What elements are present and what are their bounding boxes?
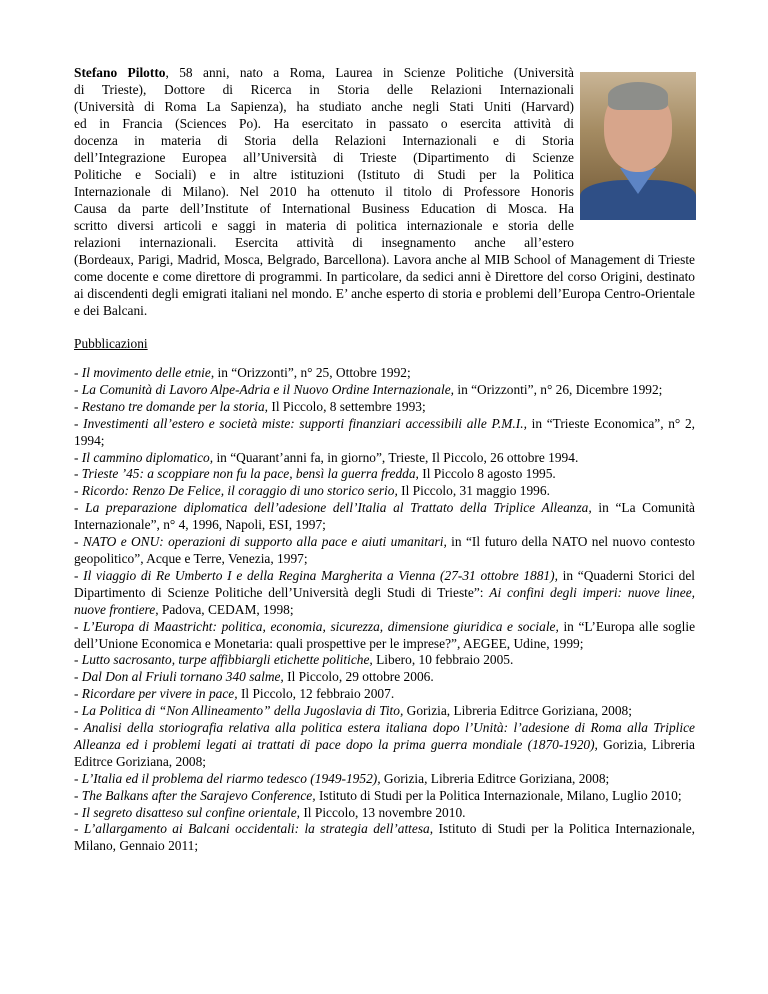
list-item: - Il cammino diplomatico, in “Quarant’anni fa, in giorno”, Trieste, Il Piccolo, 26 ottobre 1994. (74, 449, 579, 465)
list-item: - La Politica di “Non Allineamento” della Jugoslavia di Tito, Gorizia, Libreria Editrce Goriziana, 2008; (74, 703, 632, 719)
list-item: - Dal Don al Friuli tornano 340 salme, Il Piccolo, 29 ottobre 2006. (74, 669, 434, 685)
list-item: - Trieste ’45: a scoppiare non fu la pace, bensì la guerra fredda, Il Piccolo 8 agosto 1995. (74, 466, 556, 482)
list-item: - L’allargamento ai Balcani occidentali: la strategia dell’attesa, Istituto di Studi per la Politica Internazionale, Milano, Gennaio 2011; (74, 821, 695, 854)
list-item: - Il viaggio di Re Umberto I e della Regina Margherita a Vienna (27-31 ottobre 1881), in “Quaderni Storici del Dipartimento di Scienze Politiche dell’Università degli Studi di Trieste”: Ai confini degli imperi: nuove linee, nuove frontiere, Padova, CEDAM, 1998; (74, 567, 695, 617)
list-item: - La Comunità di Lavoro Alpe-Adria e il Nuovo Ordine Internazionale, in “Orizzonti”, n° 26, Dicembre 1992; (74, 381, 663, 397)
bio-line: di Trieste), Dottore di Ricerca in Storia delle Relazioni Internazionali (74, 82, 574, 97)
bio-rest: (Bordeaux, Parigi, Madrid, Mosca, Belgrado, Barcellona). Lavora anche al MIB School of Management di Trieste come docente e come direttore di programmi. In particolare, da sedici anni è Direttore del corso Origini, destinato ai discendenti degli emigrati italiani nel mondo. E’ anche esperto di storia e problemi dell’Europa Centro-Orientale e dei Balcani. (74, 252, 695, 318)
list-item: - Restano tre domande per la storia, Il Piccolo, 8 settembre 1993; (74, 398, 426, 414)
bio-line: Internazionale di Milano). Nel 2010 ha ottenuto il titolo di Professore Honoris (74, 184, 574, 199)
bio-line: scritto diversi articoli e saggi in materia di politica internazionale e storia delle (74, 218, 574, 233)
list-item: - Il movimento delle etnie, in “Orizzonti”, n° 25, Ottobre 1992; (74, 365, 411, 380)
bio-line: Politiche e Sociali) e in altre istituzioni (Istituto di Studi per la Politica (74, 167, 574, 182)
bio-line: (Università di Roma La Sapienza), ha studiato anche negli Stati Uniti (Harvard) (74, 99, 574, 114)
list-item: - Lutto sacrosanto, turpe affibbiargli etichette politiche, Libero, 10 febbraio 2005. (74, 652, 514, 668)
bio-line: docenza in materia di Storia della Relazioni Internazionali e di Storia (74, 133, 574, 148)
bio-line: relazioni internazionali. Esercita attività di insegnamento anche all’estero (74, 235, 574, 250)
list-item: - Ricordo: Renzo De Felice, il coraggio di uno storico serio, Il Piccolo, 31 maggio 1996. (74, 483, 550, 499)
list-item: - Ricordare per vivere in pace, Il Piccolo, 12 febbraio 2007. (74, 686, 395, 702)
list-item: - Il segreto disatteso sul confine orientale, Il Piccolo, 13 novembre 2010. (74, 804, 466, 820)
bio-line: ed in Francia (Sciences Po). Ha esercitato in passato o esercita attività di (74, 116, 574, 131)
list-item: - Investimenti all’estero e società miste: supporti finanziari accessibili alle P.M.I., in “Trieste Economica”, n° 2, 1994; (74, 415, 696, 448)
list-item: - L’Italia ed il problema del riarmo tedesco (1949-1952), Gorizia, Libreria Editrce Goriziana, 2008; (74, 770, 610, 786)
author-photo (580, 72, 696, 220)
document-page (74, 64, 695, 855)
list-item: - Analisi della storiografia relativa alla politica estera italiana dopo l’Unità: l’adesione di Roma alla Triplice Alleanza ed i problemi legati ai trattati di pace dopo la prima guerra mondiale (1870-1920), Gorizia, Libreria Editrce Goriziana, 2008; (74, 720, 695, 769)
list-item: - The Balkans after the Sarajevo Conference, Istituto di Studi per la Politica Internazionale, Milano, Luglio 2010; (74, 787, 682, 803)
list-item: - L’Europa di Maastricht: politica, economia, sicurezza, dimensione giuridica e sociale, in “L’Europa alle soglie dell’Unione Economica e Monetaria: quali prospettive per le imprese?”, AEGEE, Udine, 1999; (74, 618, 696, 651)
bio-line: Stefano Pilotto, 58 anni, nato a Roma, Laurea in Scienze Politiche (Università (74, 65, 574, 80)
bio-line: dell’Integrazione Europea all’Università di Trieste (Dipartimento di Scienze (74, 150, 574, 165)
bio-line: Causa da parte dell’Institute of International Business Education di Mosca. Ha (74, 201, 574, 216)
list-item: - La preparazione diplomatica dell’adesione dell’Italia al Trattato della Triplice Alleanza, in “La Comunità Internazionale”, n° 4, 1996, Napoli, ESI, 1997; (74, 500, 696, 533)
photo-hair (608, 82, 668, 110)
section-title: Pubblicazioni (74, 336, 148, 351)
publications-list (74, 365, 695, 855)
list-item: - NATO e ONU: operazioni di supporto alla pace e aiuti umanitari, in “Il futuro della NATO nel nuovo contesto geopolitico”, Acque e Terre, Venezia, 1997; (74, 534, 695, 566)
author-name: Stefano Pilotto (74, 65, 166, 80)
